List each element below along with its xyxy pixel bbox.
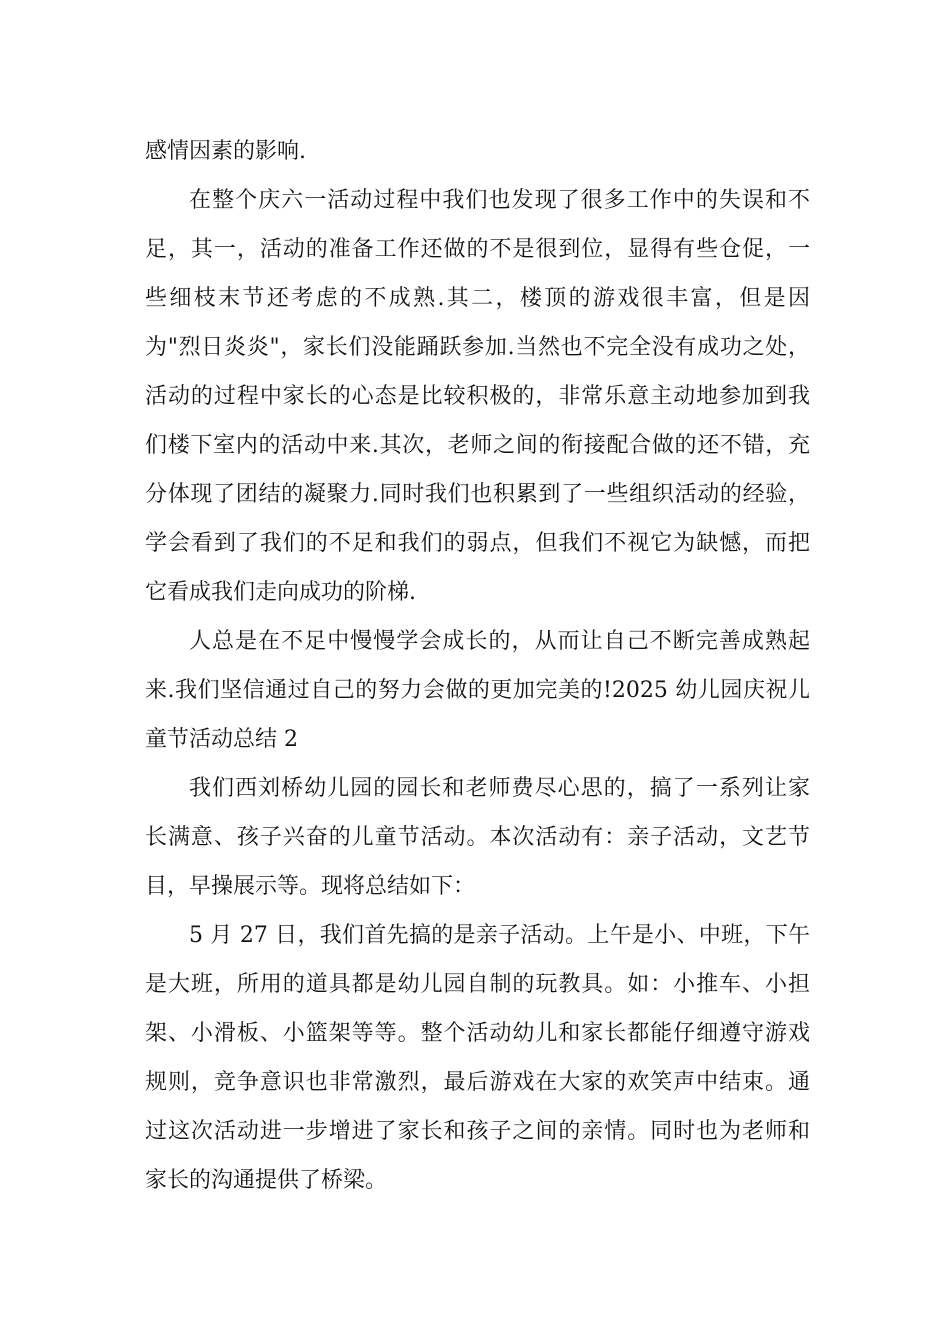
text-line: 学会看到了我们的不足和我们的弱点，但我们不视它为缺憾，而把 xyxy=(145,531,810,556)
text-line: 们楼下室内的活动中来.其次，老师之间的衔接配合做的还不错，充 xyxy=(145,433,810,458)
text-line: 分体现了团结的凝聚力.同时我们也积累到了一些组织活动的经验， xyxy=(145,482,810,507)
text-line: 目，早操展示等。现将总结如下： xyxy=(145,874,476,899)
text-line: 足，其一，活动的准备工作还做的不是很到位，显得有些仓促，一 xyxy=(145,237,810,262)
text-line: 家长的沟通提供了桥梁。 xyxy=(145,1168,388,1193)
text-line: 些细枝末节还考虑的不成熟.其二，楼顶的游戏很丰富，但是因 xyxy=(145,286,810,311)
text-line: 在整个庆六一活动过程中我们也发现了很多工作中的失误和不 xyxy=(189,188,810,213)
text-line: 是大班，所用的道具都是幼儿园自制的玩教具。如：小推车、小担 xyxy=(145,972,810,997)
document-body xyxy=(145,127,810,1205)
text-line: 过这次活动进一步增进了家长和孩子之间的亲情。同时也为老师和 xyxy=(145,1119,810,1144)
text-line: 5 月 27 日，我们首先搞的是亲子活动。上午是小、中班，下午 xyxy=(189,923,810,948)
text-line: 它看成我们走向成功的阶梯. xyxy=(145,580,416,605)
text-line: 架、小滑板、小篮架等等。整个活动幼儿和家长都能仔细遵守游戏 xyxy=(145,1021,810,1046)
text-line: 来.我们坚信通过自己的努力会做的更加完美的!2025 幼儿园庆祝儿 xyxy=(145,678,810,703)
text-line: 为"烈日炎炎"，家长们没能踊跃参加.当然也不完全没有成功之处， xyxy=(145,335,810,360)
text-line: 感情因素的影响. xyxy=(145,139,306,164)
text-line: 人总是在不足中慢慢学会成长的，从而让自己不断完善成熟起 xyxy=(189,629,810,654)
text-line: 我们西刘桥幼儿园的园长和老师费尽心思的，搞了一系列让家 xyxy=(189,776,810,801)
text-line: 规则，竞争意识也非常激烈，最后游戏在大家的欢笑声中结束。通 xyxy=(145,1070,810,1095)
text-line: 长满意、孩子兴奋的儿童节活动。本次活动有：亲子活动，文艺节 xyxy=(145,825,810,850)
text-line: 活动的过程中家长的心态是比较积极的，非常乐意主动地参加到我 xyxy=(145,384,810,409)
text-line: 童节活动总结 2 xyxy=(145,727,298,752)
